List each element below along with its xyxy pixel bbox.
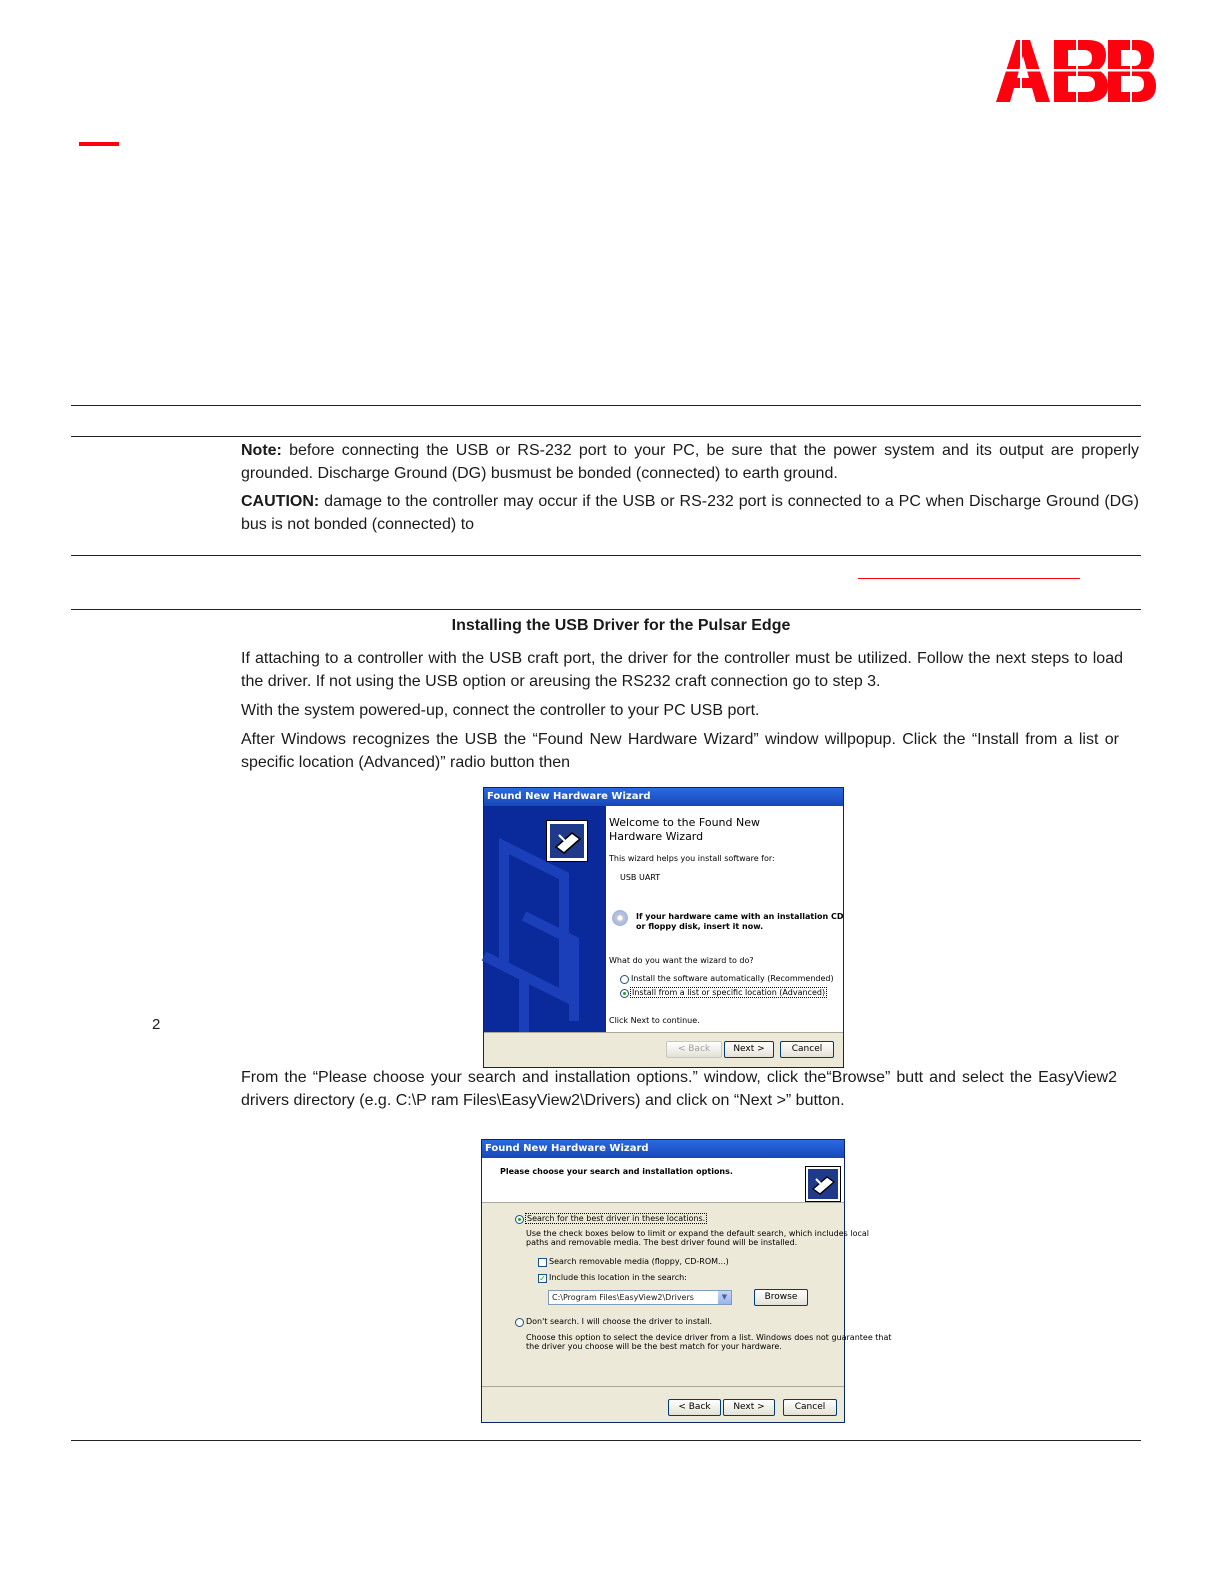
search-description-2: paths and removable media. The best driver found will be installed. <box>526 1238 798 1247</box>
caution-paragraph <box>241 490 1139 536</box>
path-value: C:\Program Files\EasyView2\Drivers <box>552 1293 694 1302</box>
note-paragraph <box>241 439 1139 485</box>
path-combobox[interactable] <box>548 1290 732 1305</box>
wizard-window-search-options <box>481 1139 892 1423</box>
wizard-intro: This wizard helps you install software for: <box>609 854 775 863</box>
step-choose-options: From the “Please choose your search and installation options.” window, click the“Browse” butt and select the EasyView2 drivers directory (e.g. C:\P ram Files\EasyView2\Drivers) and click on “Next >” button. <box>241 1069 1117 1109</box>
checkbox-removable-media[interactable] <box>538 1258 547 1267</box>
cancel-button[interactable]: Cancel <box>783 1399 837 1416</box>
wizard-header <box>482 1158 844 1203</box>
dont-description-1: Choose this option to select the device driver from a list. Windows does not guarantee that <box>526 1333 892 1342</box>
step-windows-recognizes: After Windows recognizes the USB the “Found New Hardware Wizard” window willpopup. Click the “Install from a list or specific location (Advanced)” radio button then <box>241 731 1119 771</box>
divider <box>71 436 1141 437</box>
wizard-hardware-icon <box>546 820 588 862</box>
radio-search-best-label: Search for the best driver in these locations. <box>527 1214 706 1223</box>
cancel-button[interactable]: Cancel <box>780 1041 834 1058</box>
wizard-content <box>606 806 843 1034</box>
wizard-question: What do you want the wizard to do? <box>609 956 754 965</box>
dont-description-2: the driver you choose will be the best match for your hardware. <box>526 1342 782 1351</box>
footer-divider <box>482 1386 844 1387</box>
divider <box>71 555 1141 556</box>
wizard-window-welcome <box>483 787 844 1068</box>
wizard-footer <box>484 1032 843 1067</box>
wizard-side-graphic <box>484 806 606 1034</box>
radio-install-advanced-label: Install from a list or specific location (Advanced) <box>632 988 826 997</box>
caution-text: damage to the controller may occur if the USB or RS-232 port is connected to a PC when Discharge Ground (DG) bus is not bonded (connected) to <box>241 493 1139 533</box>
checkbox-removable-media-label: Search removable media (floppy, CD-ROM...) <box>549 1257 729 1266</box>
step-powered-up: With the system powered-up, connect the controller to your PC USB port. <box>241 702 760 719</box>
back-button[interactable]: < Back <box>666 1041 722 1058</box>
link-underline <box>858 578 1080 579</box>
radio-search-best[interactable] <box>515 1215 524 1224</box>
section-heading: Installing the USB Driver for the Pulsar Edge <box>451 617 791 634</box>
checkbox-include-location[interactable]: ✓ <box>539 1274 546 1283</box>
radio-install-auto[interactable] <box>620 975 629 984</box>
next-button[interactable]: Next > <box>724 1041 774 1058</box>
next-button[interactable]: Next > <box>723 1399 775 1416</box>
browse-button[interactable]: Browse <box>754 1289 808 1306</box>
wizard-titlebar: Found New Hardware Wizard <box>482 1140 844 1158</box>
note-label: Note: <box>241 442 282 459</box>
caution-label: CAUTION: <box>241 493 320 510</box>
cd-icon <box>612 910 628 926</box>
cd-prompt-line1: If your hardware came with an installation CD <box>636 912 844 921</box>
intro-paragraph: If attaching to a controller with the USB craft port, the driver for the controller must be utilized. Follow the next steps to load the driver. If not using the USB option or areusing the RS232 craft connection go to step 3. <box>241 650 1123 690</box>
device-name: USB UART <box>620 873 661 882</box>
cd-prompt-line2: or floppy disk, insert it now. <box>636 922 764 931</box>
footer-divider <box>71 1440 1141 1441</box>
wizard-continue: Click Next to continue. <box>609 1016 700 1025</box>
divider <box>71 405 1141 406</box>
search-description-1: Use the check boxes below to limit or expand the default search, which includes local <box>526 1229 870 1238</box>
wizard-titlebar: Found New Hardware Wizard <box>484 788 843 806</box>
chevron-down-icon[interactable]: ▼ <box>718 1291 731 1304</box>
step-number: 2 <box>152 1016 161 1033</box>
radio-dont-search[interactable] <box>515 1318 524 1327</box>
note-text: before connecting the USB or RS-232 port to your PC, be sure that the power system and its output are properly grounded. Discharge Ground (DG) busmust be bonded (connected) to earth ground. <box>241 442 1139 482</box>
abb-logo <box>996 40 1156 102</box>
radio-dont-search-label: Don't search. I will choose the driver to install. <box>526 1317 713 1326</box>
radio-install-advanced[interactable] <box>620 989 629 998</box>
divider <box>71 609 1141 610</box>
accent-bar <box>79 142 119 146</box>
radio-install-auto-label: Install the software automatically (Recommended) <box>631 974 834 983</box>
back-button[interactable]: < Back <box>668 1399 721 1416</box>
wizard-heading: Please choose your search and installation options. <box>500 1167 733 1176</box>
checkbox-include-location-label: Include this location in the search: <box>549 1273 687 1282</box>
wizard-heading: Welcome to the Found New Hardware Wizard <box>609 816 760 843</box>
wizard-hardware-icon <box>805 1166 841 1202</box>
